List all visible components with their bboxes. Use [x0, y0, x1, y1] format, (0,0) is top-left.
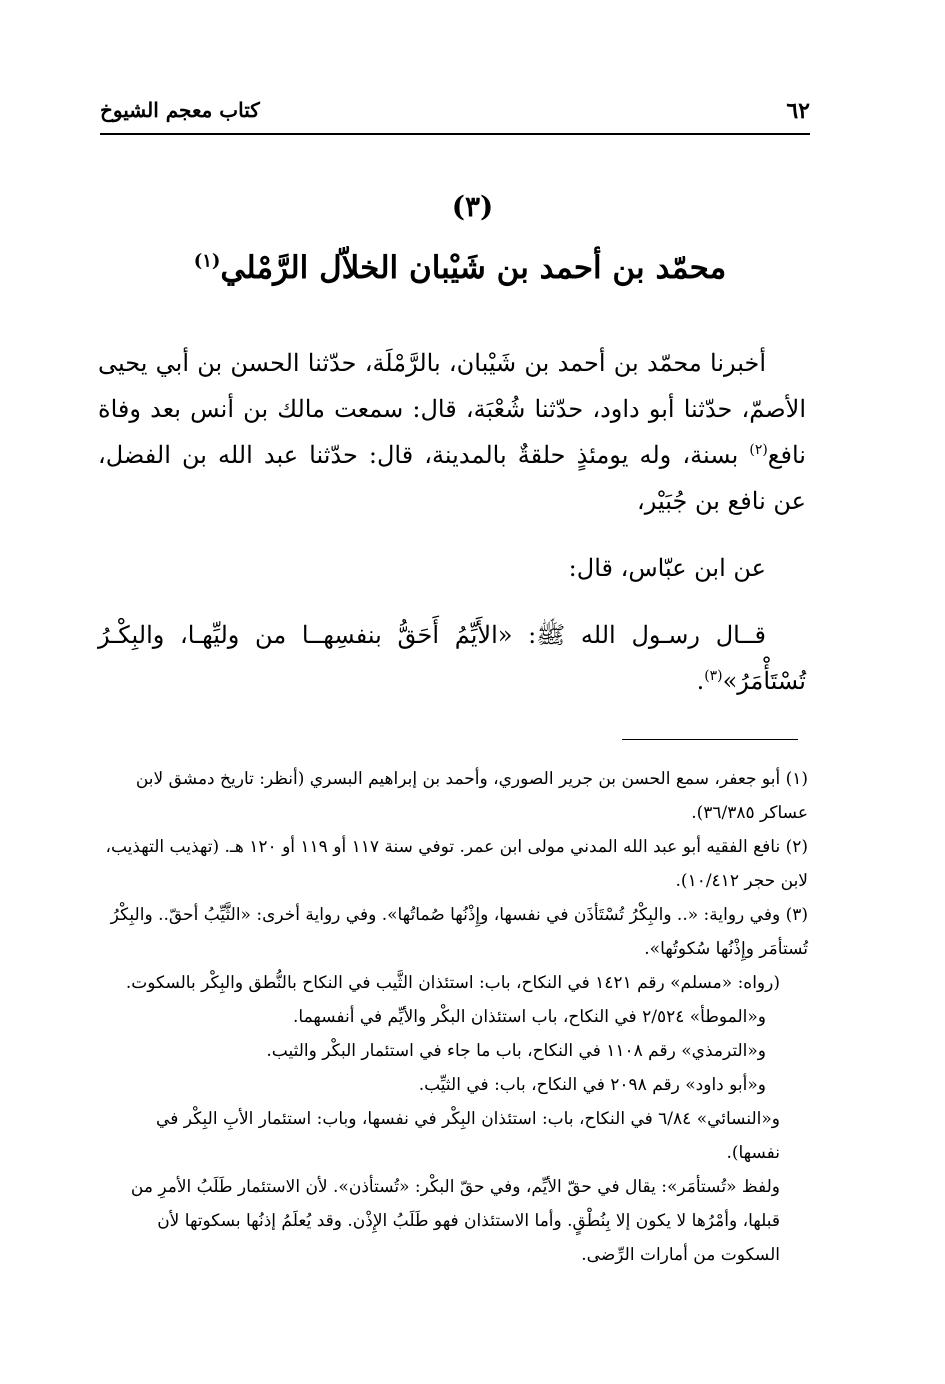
hadith-paragraph	[98, 612, 806, 704]
footnote-3-sources: (رواه: «مسلم» رقم ١٤٢١ في النكاح، باب: استئذان الثَّيب في النكاح بالنُّطق والبِكْر بالسكوت.	[125, 973, 780, 993]
footnote-3-nasai: و«النسائي» ٦/٨٤ في النكاح، باب: استئذان البِكْر في نفسها، وباب: استئمار الأبِ البِكْر في نفسها).	[156, 1109, 780, 1163]
footnote-3-tirmidhi: و«الترمذي» رقم ١١٠٨ في النكاح، باب ما جاء في استئمار البكْر والثيب.	[266, 1041, 766, 1061]
footnote-1: (١) أبو جعفر، سمع الحسن بن جرير الصوري، وأحمد بن إبراهيم البسري (أنظر: تاريخ دمشق لابن عساكر ٣٦/٣٨٥).	[135, 769, 808, 823]
footnote-3-abudawud: و«أبو داود» رقم ٢٠٩٨ في النكاح، باب: في الثيِّب.	[418, 1075, 766, 1095]
footnote-3-muwatta: و«الموطأ» ٢/٥٢٤ في النكاح، باب استئذان البكْر والأيِّم في أنفسهما.	[292, 1007, 766, 1027]
narrator-line: عن ابن عبّاس، قال:	[568, 554, 766, 582]
isnad-paragraph	[98, 340, 806, 524]
isnad-footnote-ref: (٢)	[749, 442, 768, 458]
header-rule	[100, 133, 810, 135]
footnote-3: (٣) وفي رواية: «.. والبِكْرُ تُسْتَأذَن في نفسها، وإِذْنُها صُماتُها». وفي رواية أخرى: «الثَّيِّبُ أحقّ.. والبِكْرُ تُستأمَر وإِذْنُها سُكوتُها».	[110, 905, 808, 959]
entry-number: (٣)	[451, 190, 494, 223]
footnote-3-explanation: ولفظ «تُستأمَر»: يقال في حقّ الأيِّم، وفي حقّ البكْر: «تُستأذن». لأن الاستئمار طَلَبُ الأمرِ من قبلها، وأمْرُها لا يكون إلا بِنُطْقٍ. وأما الاستئذان فهو طَلَبُ الإِذْن. وقد يُعلَمُ إذنُها بسكوتها لأن السكوت من أمارات الرِّضى.	[130, 1177, 780, 1265]
entry-title-text: محمّد بن أحمد بن شَيْبان الخلاّل الرَّمْلي	[220, 250, 727, 286]
title-footnote-ref: (١)	[193, 250, 221, 272]
page-number: ٦٢	[786, 98, 810, 124]
hadith-text: قــال رسـول الله ﷺ: «الأَيِّمُ أَحَقُّ بنفسِهــا من وليِّهـا، والبِكْـرُ تُسْتَأْمَرُ»	[98, 621, 806, 695]
hadith-footnote-ref: (٣)	[704, 668, 723, 684]
hadith-end: .	[696, 667, 705, 695]
isnad-text-cont: بسنة، وله يومئذٍ حلقةٌ بالمدينة، قال: حدّثنا عبد الله بن الفضل، عن نافع بن جُبَيْر،	[98, 441, 806, 515]
running-title: كتاب معجم الشيوخ	[100, 98, 260, 122]
entry-title	[110, 250, 810, 286]
isnad-text: أخبرنا محمّد بن أحمد بن شَيْبان، بالرَّمْلَة، حدّثنا الحسن بن أبي يحيى الأصمّ، حدّثنا أبو داود، حدّثنا شُعْبَة، قال: سمعت مالك بن أنس بعد وفاة نافع	[98, 349, 806, 469]
page-header	[100, 96, 810, 132]
footnotes	[100, 762, 808, 1272]
footnote-2: (٢) نافع الفقيه أبو عبد الله المدني مولى ابن عمر. توفي سنة ١١٧ أو ١١٩ أو ١٢٠ هـ. (تهذيب التهذيب، لابن حجر ١٠/٤١٢).	[105, 837, 808, 891]
footnote-separator	[622, 739, 798, 740]
